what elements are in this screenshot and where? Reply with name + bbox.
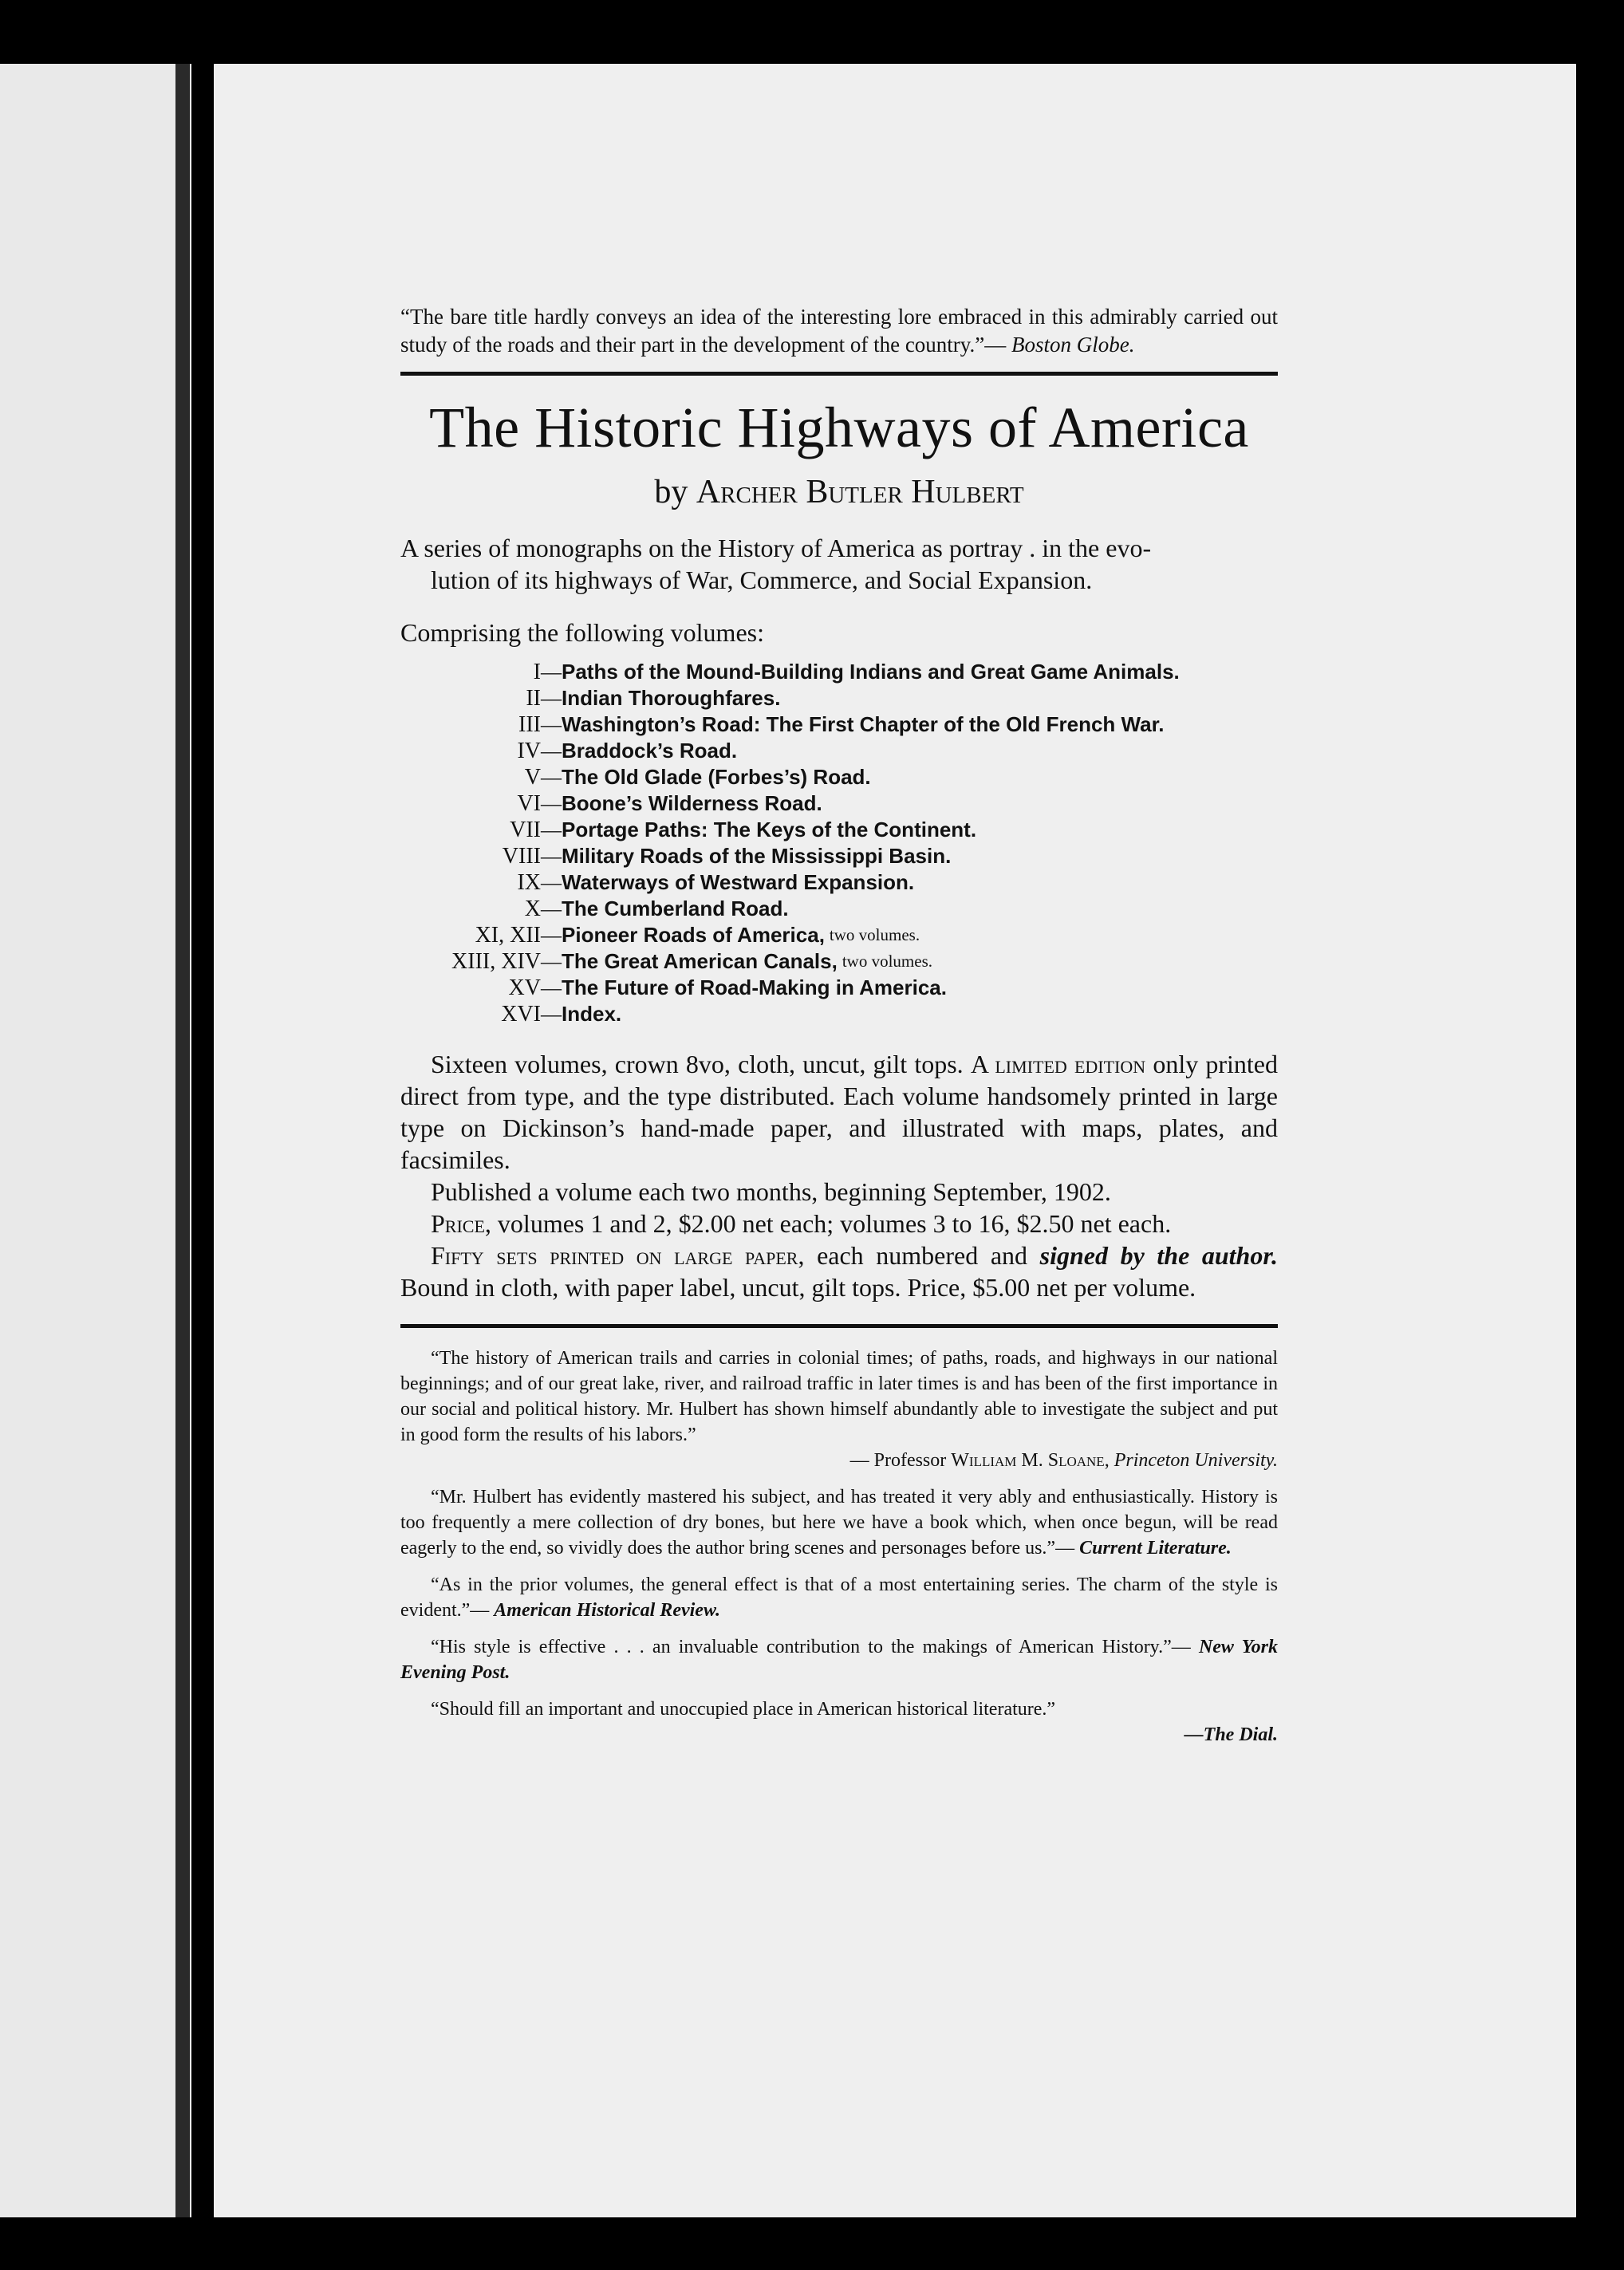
signed-by-author: signed by the author.	[1039, 1241, 1279, 1270]
volume-title: The Great American Canals,	[562, 949, 838, 973]
limited-edition-label: A limited edition	[970, 1050, 1146, 1078]
volume-item	[400, 1001, 1278, 1027]
volume-number: XV	[508, 975, 541, 1000]
volume-number: I	[533, 660, 541, 684]
volume-item	[400, 659, 1278, 685]
volume-dash: —	[541, 897, 562, 920]
volume-dash: —	[541, 924, 562, 947]
volume-dash: —	[541, 1003, 562, 1026]
review-text: “His style is effective . . . an invaluable contribution to the makings of American History.”—	[431, 1637, 1191, 1657]
volume-title: Paths of the Mound-Building Indians and Great Game Animals.	[562, 660, 1180, 684]
page-gutter	[175, 64, 190, 2217]
review-source: New York Evening Post.	[400, 1637, 1278, 1683]
volume-number: XI, XII	[475, 923, 541, 948]
volume-number: XVI	[501, 1002, 541, 1027]
volume-title: Indian Thoroughfares.	[562, 686, 781, 710]
price-label: Price,	[431, 1209, 491, 1238]
volume-number: V	[524, 765, 541, 790]
page-content	[400, 303, 1278, 1759]
large-paper-text-b: Bound in cloth, with paper label, uncut, gilt tops. Price, $5.00 net per volume.	[400, 1273, 1196, 1302]
volume-dash: —	[541, 950, 562, 973]
volume-item	[400, 896, 1278, 922]
attribution-prefix: — Professor	[849, 1450, 947, 1471]
volume-title: Braddock’s Road.	[562, 739, 738, 763]
large-paper-text-a: each numbered and	[817, 1241, 1028, 1270]
review-text: “As in the prior volumes, the general effect is that of a most entertaining series. The charm of the style is evident.”—	[400, 1574, 1278, 1621]
volume-number: VI	[517, 791, 541, 816]
volume-item	[400, 764, 1278, 790]
volume-dash: —	[541, 739, 562, 763]
review-american-historical	[400, 1572, 1278, 1623]
reviewer-institution: Princeton University.	[1114, 1450, 1278, 1471]
review-evening-post	[400, 1634, 1278, 1685]
divider	[400, 1324, 1278, 1328]
reviews	[400, 1346, 1278, 1748]
page-title: The Historic Highways of America	[429, 396, 1249, 459]
volume-number: XIII, XIV	[451, 949, 541, 974]
volume-item	[400, 685, 1278, 711]
volume-title: Waterways of Westward Expansion.	[562, 870, 915, 894]
volume-dash: —	[541, 818, 562, 841]
volume-item	[400, 738, 1278, 764]
facing-page	[0, 64, 191, 2217]
edition-paragraph	[400, 1048, 1278, 1176]
volume-number: III	[518, 712, 541, 737]
volume-title: The Old Glade (Forbes’s) Road.	[562, 765, 871, 789]
top-quote	[400, 303, 1278, 359]
price-details: volumes 1 and 2, $2.00 net each; volumes 3 to 16, $2.50 net each.	[497, 1209, 1172, 1238]
review-dial	[400, 1697, 1278, 1748]
volume-title: The Cumberland Road.	[562, 897, 789, 920]
page	[214, 64, 1576, 2217]
description-line-1: A series of monographs on the History of America as portray . in the evo-	[400, 534, 1152, 562]
volume-item	[400, 817, 1278, 843]
volume-dash: —	[541, 792, 562, 815]
large-paper-paragraph	[400, 1239, 1278, 1303]
volume-dash: —	[541, 766, 562, 789]
edition-details: only printed direct from type, and the type distributed. Each volume handsomely printed in large type on Dickinson’s hand-made paper, and illustrated with maps, plates, and facsimiles.	[400, 1050, 1279, 1174]
publication-schedule: Published a volume each two months, beginning September, 1902.	[431, 1177, 1111, 1206]
volume-title: Washington’s Road: The First Chapter of the Old French War.	[562, 712, 1165, 736]
volume-dash: —	[541, 687, 562, 710]
review-source: Current Literature.	[1079, 1538, 1232, 1559]
volumes-heading: Comprising the following volumes:	[400, 618, 764, 647]
review-sloane	[400, 1346, 1278, 1473]
review-source: American Historical Review.	[494, 1600, 721, 1621]
volume-item	[400, 869, 1278, 896]
description-line-2: lution of its highways of War, Commerce, and Social Expansion.	[431, 566, 1093, 594]
volume-item	[400, 922, 1278, 948]
volume-dash: —	[541, 976, 562, 999]
byline-prefix: by	[654, 474, 688, 510]
volume-title: Portage Paths: The Keys of the Continent.	[562, 818, 977, 841]
volume-title: Military Roads of the Mississippi Basin.	[562, 844, 952, 868]
series-description	[400, 532, 1278, 596]
volume-dash: —	[541, 845, 562, 868]
volume-item	[400, 790, 1278, 817]
volume-item	[400, 975, 1278, 1001]
large-paper-label: Fifty sets printed on large paper,	[431, 1241, 805, 1270]
volume-title: Pioneer Roads of America,	[562, 923, 825, 947]
review-text: “The history of American trails and carries in colonial times; of paths, roads, and highways in our national beginnings; and of our great lake, river, and railroad traffic in later times is and has been of the first importance in our social and political history. Mr. Hulbert has shown himself abundantly able to investigate the subject and put in good form the results of his labors.”	[400, 1348, 1278, 1445]
edition-format: Sixteen volumes, crown 8vo, cloth, uncut, gilt tops.	[431, 1050, 964, 1078]
volume-item	[400, 843, 1278, 869]
review-attribution	[400, 1448, 1278, 1473]
volume-number: X	[524, 897, 541, 921]
volume-title: The Future of Road-Making in America.	[562, 975, 947, 999]
volume-number: II	[526, 686, 541, 711]
volume-number: IV	[517, 739, 541, 763]
volume-item	[400, 948, 1278, 975]
review-text: “Should fill an important and unoccupied place in American historical literature.”	[431, 1699, 1056, 1720]
review-current-literature	[400, 1484, 1278, 1561]
review-text: “Mr. Hulbert has evidently mastered his subject, and has treated it very ably and enthusiastically. History is too frequently a mere collection of dry bones, but here we have a book which, when once begun, will be read eagerly to the end, so vividly does the author bring scenes and personages before us.”—	[400, 1487, 1278, 1559]
review-source: —The Dial.	[1184, 1724, 1278, 1745]
volume-dash: —	[541, 871, 562, 894]
volume-dash: —	[541, 660, 562, 684]
top-quote-text: “The bare title hardly conveys an idea of the interesting lore embraced in this admirably carried out study of the roads and their part in the development of the country.”—	[400, 305, 1278, 357]
volume-number: IX	[517, 870, 541, 895]
top-quote-source: Boston Globe.	[1011, 333, 1135, 357]
byline	[400, 473, 1278, 511]
volume-note: two volumes.	[829, 925, 920, 944]
volume-dash: —	[541, 713, 562, 736]
volume-number: VIII	[502, 844, 541, 869]
author-name: Archer Butler Hulbert	[696, 474, 1024, 510]
volume-title: Index.	[562, 1002, 622, 1026]
volume-title: Boone’s Wilderness Road.	[562, 791, 822, 815]
volume-note: two volumes.	[842, 952, 933, 971]
price-paragraph	[400, 1208, 1278, 1239]
volume-number: VII	[510, 818, 541, 842]
reviewer-name: William M. Sloane,	[951, 1450, 1110, 1471]
divider	[400, 372, 1278, 376]
volume-item	[400, 711, 1278, 738]
volume-list	[400, 659, 1278, 1027]
